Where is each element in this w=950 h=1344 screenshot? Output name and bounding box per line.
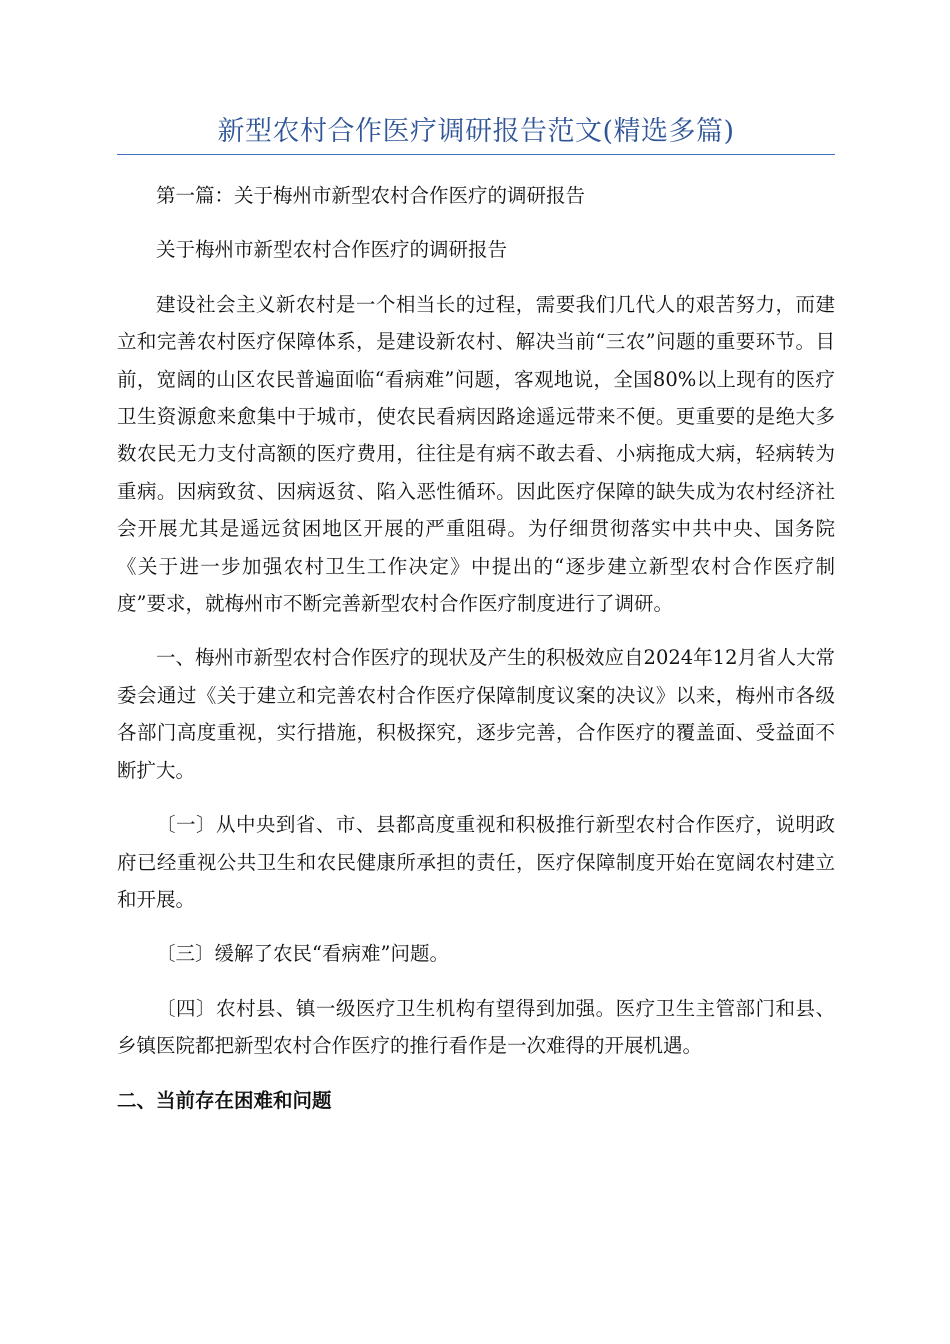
paragraph-item-three: 〔三〕缓解了农民“看病难”问题。 <box>156 942 449 966</box>
paragraph-introduction: 建设社会主义新农村是一个相当长的过程，需要我们几代人的艰苦努力，而建立和完善农村医疗保障体系，是建设新农村、解决当前“三农”问题的重要环节。目前，宽阔的山区农民普遍面临“看病难”问题，客观地说，全国80%以上现有的医疗卫生资源愈来愈集中于城市，使农民看病因路途遥远带来不便。更重要的是绝大多数农民无力支付高额的医疗费用，往往是有病不敢去看、小病拖成大病，轻病转为重病。因病致贫、因病返贫、陷入恶性循环。因此医疗保障的缺失成为农村经济社会开展尤其是遥远贫困地区开展的严重阻碍。为仔细贯彻落实中共中央、国务院《关于进一步加强农村卫生工作决定》中提出的“逐步建立新型农村合作医疗制度”要求，就梅州市不断完善新型农村合作医疗制度进行了调研。 <box>117 292 835 616</box>
paragraph-item-four: 〔四〕农村县、镇一级医疗卫生机构有望得到加强。医疗卫生主管部门和县、乡镇医院都把新型农村合作医疗的推行看作是一次难得的开展机遇。 <box>117 996 835 1058</box>
section-heading: 二、当前存在困难和问题 <box>117 1088 332 1112</box>
document-body <box>117 174 835 1119</box>
document-title: 新型农村合作医疗调研报告范文(精选多篇) <box>217 116 735 147</box>
paragraph-status: 一、梅州市新型农村合作医疗的现状及产生的积极效应自2024年12月省人大常委会通过《关于建立和完善农村合作医疗保障制度议案的决议》以来，梅州市各级各部门高度重视，实行措施，积极探究，逐步完善，合作医疗的覆盖面、受益面不断扩大。 <box>117 646 835 782</box>
paragraph-item-one: 〔一〕从中央到省、市、县都高度重视和积极推行新型农村合作医疗，说明政府已经重视公共卫生和农民健康所承担的责任，医疗保障制度开始在宽阔农村建立和开展。 <box>117 813 835 911</box>
paragraph-report-title: 关于梅州市新型农村合作医疗的调研报告 <box>156 238 508 262</box>
paragraph-part-one-heading: 第一篇：关于梅州市新型农村合作医疗的调研报告 <box>156 184 586 207</box>
title-underline <box>117 154 835 155</box>
